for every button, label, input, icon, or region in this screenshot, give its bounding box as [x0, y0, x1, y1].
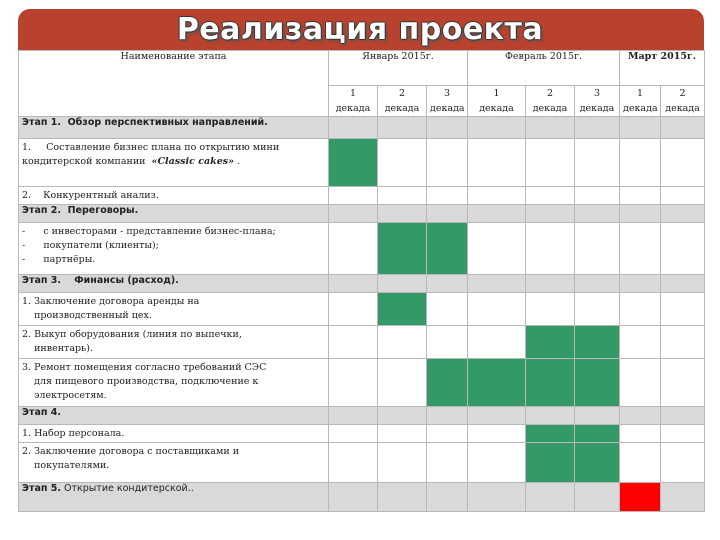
- schedule-cell: [378, 275, 427, 293]
- schedule-cell: [427, 443, 468, 483]
- task-row: [19, 187, 705, 205]
- schedule-cell: [378, 205, 427, 223]
- schedule-cell-final: [620, 483, 661, 512]
- schedule-cell: [329, 359, 378, 407]
- schedule-cell-active: [468, 359, 526, 407]
- decade-header: 1 декада: [468, 86, 526, 117]
- schedule-cell: [468, 187, 526, 205]
- schedule-cell: [661, 359, 705, 407]
- page-title: Реализация проекта: [176, 12, 544, 47]
- schedule-cell: [661, 187, 705, 205]
- schedule-cell-active: [526, 359, 575, 407]
- schedule-cell: [427, 139, 468, 187]
- schedule-cell: [620, 407, 661, 425]
- schedule-cell: [378, 326, 427, 359]
- stage-prefix: Этап 5.: [22, 483, 61, 494]
- schedule-cell: [329, 326, 378, 359]
- schedule-cell-active: [427, 223, 468, 275]
- schedule-cell: [575, 139, 620, 187]
- stage-label: [19, 483, 329, 512]
- schedule-cell: [378, 187, 427, 205]
- schedule-cell: [526, 187, 575, 205]
- schedule-cell-active: [575, 359, 620, 407]
- schedule-cell: [468, 407, 526, 425]
- schedule-cell: [575, 223, 620, 275]
- decade-header: 2 декада: [661, 86, 705, 117]
- schedule-cell: [526, 407, 575, 425]
- decade-header: 1 декада: [620, 86, 661, 117]
- schedule-cell: [661, 483, 705, 512]
- schedule-cell-active: [526, 443, 575, 483]
- schedule-cell: [526, 293, 575, 326]
- decade-header: 3 декада: [575, 86, 620, 117]
- schedule-cell-active: [378, 223, 427, 275]
- schedule-cell-active: [329, 139, 378, 187]
- task-row: [19, 139, 705, 187]
- task-label: 3. Ремонт помещения согласно требований СЭС для пищевого производства, подключение к электросетям.: [19, 359, 329, 407]
- schedule-cell: [575, 117, 620, 139]
- schedule-cell: [329, 187, 378, 205]
- stage-row: [19, 407, 705, 425]
- stage-title: Открытие кондитерской..: [60, 483, 194, 494]
- stage-label: Этап 3. Финансы (расход).: [19, 275, 329, 293]
- schedule-cell: [620, 326, 661, 359]
- schedule-cell: [526, 483, 575, 512]
- schedule-cell: [661, 407, 705, 425]
- task-row: [19, 359, 705, 407]
- schedule-cell-active: [575, 443, 620, 483]
- task-label: 1. Заключение договора аренды на производственный цех.: [19, 293, 329, 326]
- decade-header: 2 декада: [378, 86, 427, 117]
- schedule-cell: [427, 205, 468, 223]
- schedule-cell: [661, 293, 705, 326]
- task-row: [19, 443, 705, 483]
- schedule-cell: [468, 205, 526, 223]
- schedule-cell: [329, 117, 378, 139]
- schedule-cell: [620, 187, 661, 205]
- schedule-cell: [329, 223, 378, 275]
- schedule-cell: [620, 425, 661, 443]
- schedule-cell: [427, 407, 468, 425]
- schedule-cell: [620, 117, 661, 139]
- task-label: 2. Заключение договора с поставщиками и покупателями.: [19, 443, 329, 483]
- schedule-cell: [526, 223, 575, 275]
- schedule-cell: [468, 425, 526, 443]
- stage-column-header: Наименование этапа: [19, 51, 329, 117]
- schedule-cell: [427, 483, 468, 512]
- schedule-cell: [378, 117, 427, 139]
- schedule-cell-active: [526, 425, 575, 443]
- schedule-cell: [427, 275, 468, 293]
- schedule-cell: [329, 293, 378, 326]
- schedule-cell: [575, 483, 620, 512]
- schedule-cell: [378, 443, 427, 483]
- schedule-cell: [468, 293, 526, 326]
- schedule-cell: [661, 223, 705, 275]
- schedule-cell: [661, 139, 705, 187]
- schedule-cell: [378, 407, 427, 425]
- stage-label: Этап 4.: [19, 407, 329, 425]
- schedule-cell: [427, 425, 468, 443]
- schedule-cell: [575, 293, 620, 326]
- schedule-cell-active: [575, 425, 620, 443]
- task-label: 1. Составление бизнес плана по открытию мини кондитерской компании «Classic cakes» .: [19, 139, 329, 187]
- month-header: Январь 2015г.: [329, 51, 468, 86]
- stage-row: [19, 483, 705, 512]
- task-row: [19, 425, 705, 443]
- schedule-cell: [427, 326, 468, 359]
- schedule-cell: [661, 425, 705, 443]
- month-header: Февраль 2015г.: [468, 51, 620, 86]
- schedule-cell: [575, 275, 620, 293]
- schedule-cell-active: [378, 293, 427, 326]
- schedule-cell: [526, 117, 575, 139]
- decade-header: 2 декада: [526, 86, 575, 117]
- task-label: 1. Набор персонала.: [19, 425, 329, 443]
- task-label: 2. Конкурентный анализ.: [19, 187, 329, 205]
- schedule-cell-active: [575, 326, 620, 359]
- schedule-cell: [661, 275, 705, 293]
- schedule-cell: [378, 483, 427, 512]
- task-row: [19, 223, 705, 275]
- schedule-cell: [468, 443, 526, 483]
- schedule-cell: [468, 117, 526, 139]
- schedule-cell: [620, 139, 661, 187]
- schedule-cell: [378, 359, 427, 407]
- schedule-cell: [620, 275, 661, 293]
- schedule-cell: [661, 443, 705, 483]
- stage-label: Этап 1. Обзор перспективных направлений.: [19, 117, 329, 139]
- task-row: [19, 326, 705, 359]
- schedule-cell: [620, 293, 661, 326]
- schedule-cell: [427, 117, 468, 139]
- schedule-cell: [468, 326, 526, 359]
- schedule-cell: [378, 139, 427, 187]
- schedule-cell: [661, 117, 705, 139]
- schedule-cell: [378, 425, 427, 443]
- schedule-cell: [620, 205, 661, 223]
- schedule-cell: [575, 187, 620, 205]
- schedule-cell: [620, 223, 661, 275]
- schedule-cell: [468, 139, 526, 187]
- task-label: - с инвесторами - представление бизнес-плана; - покупатели (клиенты); - партнёры.: [19, 223, 329, 275]
- schedule-cell: [329, 275, 378, 293]
- task-row: [19, 293, 705, 326]
- schedule-cell: [468, 223, 526, 275]
- schedule-cell: [575, 205, 620, 223]
- schedule-cell: [575, 407, 620, 425]
- schedule-cell: [427, 293, 468, 326]
- schedule-cell: [329, 425, 378, 443]
- month-header: Март 2015г.: [620, 51, 705, 86]
- project-schedule-table: [18, 50, 705, 512]
- schedule-cell: [329, 443, 378, 483]
- task-label: 2. Выкуп оборудования (линия по выпечки, инвентарь).: [19, 326, 329, 359]
- schedule-cell: [526, 275, 575, 293]
- decade-header: 1 декада: [329, 86, 378, 117]
- schedule-cell: [468, 275, 526, 293]
- schedule-cell: [620, 359, 661, 407]
- schedule-cell: [526, 205, 575, 223]
- schedule-cell-active: [526, 326, 575, 359]
- schedule-cell: [661, 326, 705, 359]
- schedule-cell: [526, 139, 575, 187]
- schedule-cell: [620, 443, 661, 483]
- stage-row: [19, 275, 705, 293]
- stage-label: Этап 2. Переговоры.: [19, 205, 329, 223]
- schedule-cell: [427, 187, 468, 205]
- schedule-cell: [329, 205, 378, 223]
- schedule-cell: [329, 407, 378, 425]
- schedule-cell: [468, 483, 526, 512]
- schedule-cell: [661, 205, 705, 223]
- schedule-cell-active: [427, 359, 468, 407]
- stage-row: [19, 205, 705, 223]
- stage-row: [19, 117, 705, 139]
- schedule-cell: [329, 483, 378, 512]
- decade-header: 3 декада: [427, 86, 468, 117]
